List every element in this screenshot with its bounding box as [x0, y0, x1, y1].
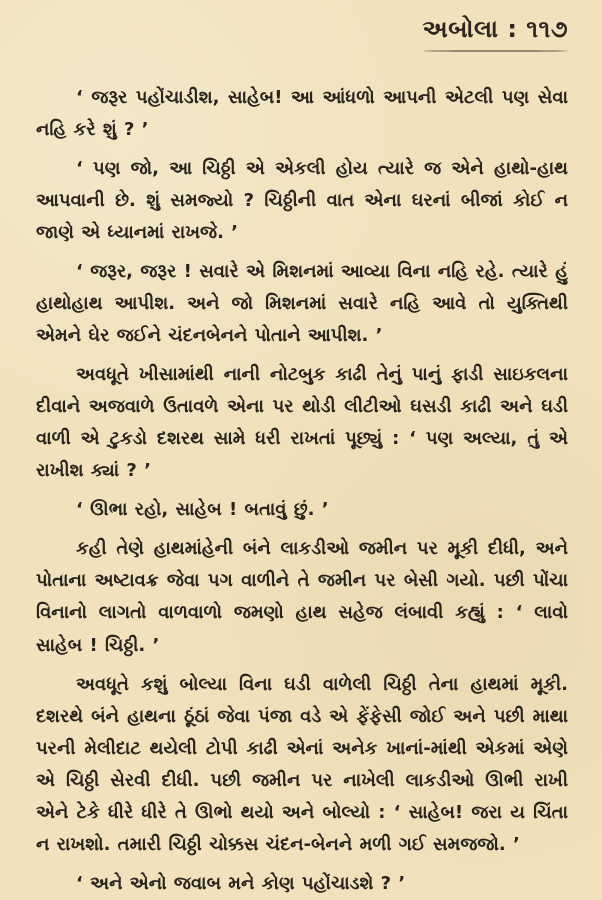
paragraph-5: ‘ ઊભા રહો, સાહેબ ! બતાવું છું. ’ — [76, 499, 329, 521]
paragraph-7: અવધૂતે કશું બોલ્યા વિના ઘડી વાળેલી ચિઠ્ઠી તેના હાથમાં મૂકી. દશરથે બંને હાથના ઠૂંઠાં જેવા પંજા વડે એ ફેંફેસી જોઈ અને પછી માથા પરની મેલીદાટ થયેલી ટોપી કાઢી એનાં અનેક ખાનાં-માંથી એકમાં એણે એ ચિઠ્ઠી સેરવી દીધી. પછી જમીન પર નાખેલી લાકડીઓ ઊભી રાખી એને ટેકે ધીરે ધીરે તે ઊભો થયો અને બોલ્યો : ‘ સાહેબ! જરા ય ચિંતા ન રાખશો. તમારી ચિઠ્ઠી ચોક્કસ ચંદન-બેનને મળી ગઈ સમજજો. ’ — [36, 673, 568, 855]
page-header — [422, 16, 568, 55]
paragraph-2: ‘ પણ જો, આ ચિઠ્ઠી એ એકલી હોય ત્યારે જ એને હાથો-હાથ આપવાની છે. શું સમજ્યો ? ચિઠ્ઠીની વાત એના ઘરનાં બીજાં કોઈ ન જાણે એ ધ્યાનમાં રાખજે. ’ — [36, 158, 568, 244]
header-underline-decoration — [423, 47, 568, 55]
page-header-title: અબોલા : ૧૧૭ — [422, 15, 568, 43]
paragraph-1: ‘ જરૂર પહોંચાડીશ, સાહેબ! આ આંધળો આપની એટલી પણ સેવા નહિ કરે શું ? ’ — [36, 87, 568, 141]
page-body — [36, 82, 568, 900]
paragraph-6: કહી તેણે હાથમાંહેની બંને લાકડીઓ જમીન પર મૂકી દીધી, અને પોતાના અષ્ટાવક્ર જેવા પગ વાળીને તે જમીન પર બેસી ગયો. પછી પોંચા વિનાનો લાગતો વાળવાળો જમણો હાથ સહેજ લંબાવી કહ્યું : ‘ લાવો સાહેબ ! ચિઠ્ઠી. ’ — [36, 538, 568, 656]
paragraph-4: અવધૂતે ખીસામાંથી નાની નોટબુક કાઢી તેનું પાનું ફાડી સાઇકલના દીવાને અજવાળે ઉતાવળે એના પર થોડી લીટીઓ ઘસડી કાઢી અને ઘડી વાળી એ ટુકડો દશરથ સામે ધરી રાખતાં પૂછ્યું : ‘ પણ અલ્યા, તું એ રાખીશ ક્યાં ? ’ — [36, 364, 568, 482]
paragraph-3: ‘ જરૂર, જરૂર ! સવારે એ મિશનમાં આવ્યા વિના નહિ રહે. ત્યારે હું હાથોહાથ આપીશ. અને જો મિશનમાં સવારે નહિ આવે તો યુક્તિથી એમને ઘેર જઈને ચંદનબેનને પોતાને આપીશ. ’ — [36, 261, 568, 347]
paragraph-8: ‘ અને એનો જવાબ મને કોણ પહોંચાડશે ? ’ — [76, 872, 406, 894]
